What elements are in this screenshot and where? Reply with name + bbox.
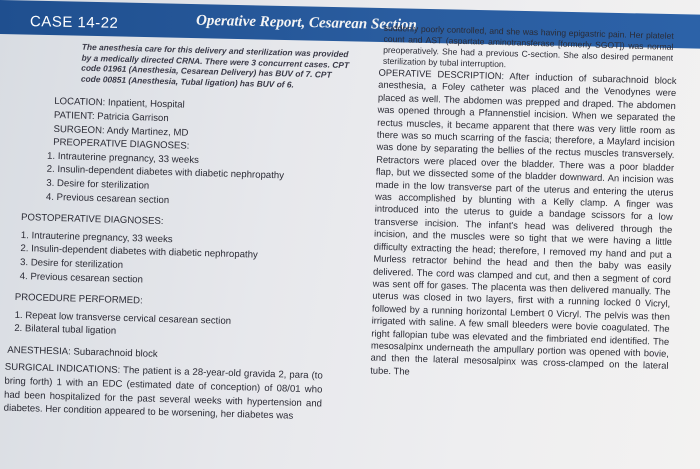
surgeon-line: SURGEON: Andy Martinez, MD [53,123,189,139]
anesthesia-line: ANESTHESIA: Subarachnoid block [7,344,158,360]
postop-list [15,229,336,292]
right-column [346,22,696,386]
preop-heading: PREOPERATIVE DIAGNOSES: [52,137,190,152]
preop-list [41,149,338,212]
left-column [3,40,350,425]
patient-line: PATIENT: Patricia Garrison [53,109,169,125]
list-item: 2. Insulin-dependent diabetes with diabetic nephropathy [31,243,336,265]
procedure-heading: PROCEDURE PERFORMED: [14,291,143,307]
list-item: 3. Desire for sterilization [31,256,336,278]
operative-description: OPERATIVE DESCRIPTION: After induction of subarachnoid block anesthesia, a Foley catheter was placed and the Venodynes were placed as well. The abdomen was prepped and draped. The abdomen was opened through a Pfannenstiel incision. When we separated the rectus muscles, it became apparent that there was very little room as there was so much scarring of the fascia; therefore, a Maylard incision was done by separating the bellies of the rectus muscles transversely. Retractors were placed over the bladder. There was a poor bladder flap, but we dissected some of the bladder downward. An incision was made in the low transverse part of the uterus and entering the uterus was accomplished by blunting with a Kelly clamp. A finger was introduced into the uterus to guide a bandage scissors for a low transverse incision. The infant's head was delivered through the incision, and the muscles were so tight that we were having a little difficulty extracting the head; therefore, I removed my hand and put a Murless retractor behind the head and then the baby was easily delivered. The cord was clamped and cut, and then a segment of cord was sent off for gases. The placenta was then delivered manually. The uterus was closed in two layers, first with a running locked 0 Vicryl, followed by a running horizontal Lembert 0 Vicryl. The pelvis was then irrigated with saline. A few small bleeders were bovie coagulated. The right fallopian tube was elevated and the fimbriated end identified. The mesosalpinx underneath the ampullary portion was opened with bovie, and then the lateral mesosalpinx was cross-clamped on the lateral tube. The [370,66,677,377]
list-item: 1. Intrauterine pregnancy, 33 weeks [58,150,339,171]
list-item: 3. Desire for sterilization [57,177,338,198]
case-title: Operative Report, Cesarean Section [195,12,417,34]
right-top-paragraph: suddenly poorly controlled, and she was having epigastric pain. Her platelet count and AST (aspartate aminotransferase [formerly SGOT]) was normal preoperatively. She had a previous C-section. She also desired permanent sterilization by tubal interruption. [382,22,674,70]
case-number: CASE 14-22 [29,13,119,32]
list-item: 4. Previous cesarean section [30,270,335,292]
list-item: 4. Previous cesarean section [56,191,337,212]
list-item: 2. Bilateral tubal ligation [25,322,334,344]
intro-note: The anesthesia care for this delivery and sterilization was provided by a medically directed CRNA. There were 3 concurrent cases. CPT code 01961 (Anesthesia, Cesarean Delivery) has BUV of 7. CPT code 00851 (Anesthesia, Tubal ligation) has BUV of 6. [80,41,350,90]
surgical-indications: SURGICAL INDICATIONS: The patient is a 28-year-old gravida 2, para (to bring forth) 1 with an EDC (estimated date of conception) of 08/01 who had been hospitalized for the past several weeks with hypertension and diabetes. Her condition appeared to be worsening, her diabetes was [3,362,323,422]
postop-heading: POSTOPERATIVE DIAGNOSES: [20,212,164,228]
list-item: 2. Insulin-dependent diabetes with diabetic nephropathy [57,163,338,184]
list-item: 1. Repeat low transverse cervical cesarean section [25,309,334,331]
location-line: LOCATION: Inpatient, Hospital [54,96,185,111]
list-item: 1. Intrauterine pregnancy, 33 weeks [31,229,336,251]
